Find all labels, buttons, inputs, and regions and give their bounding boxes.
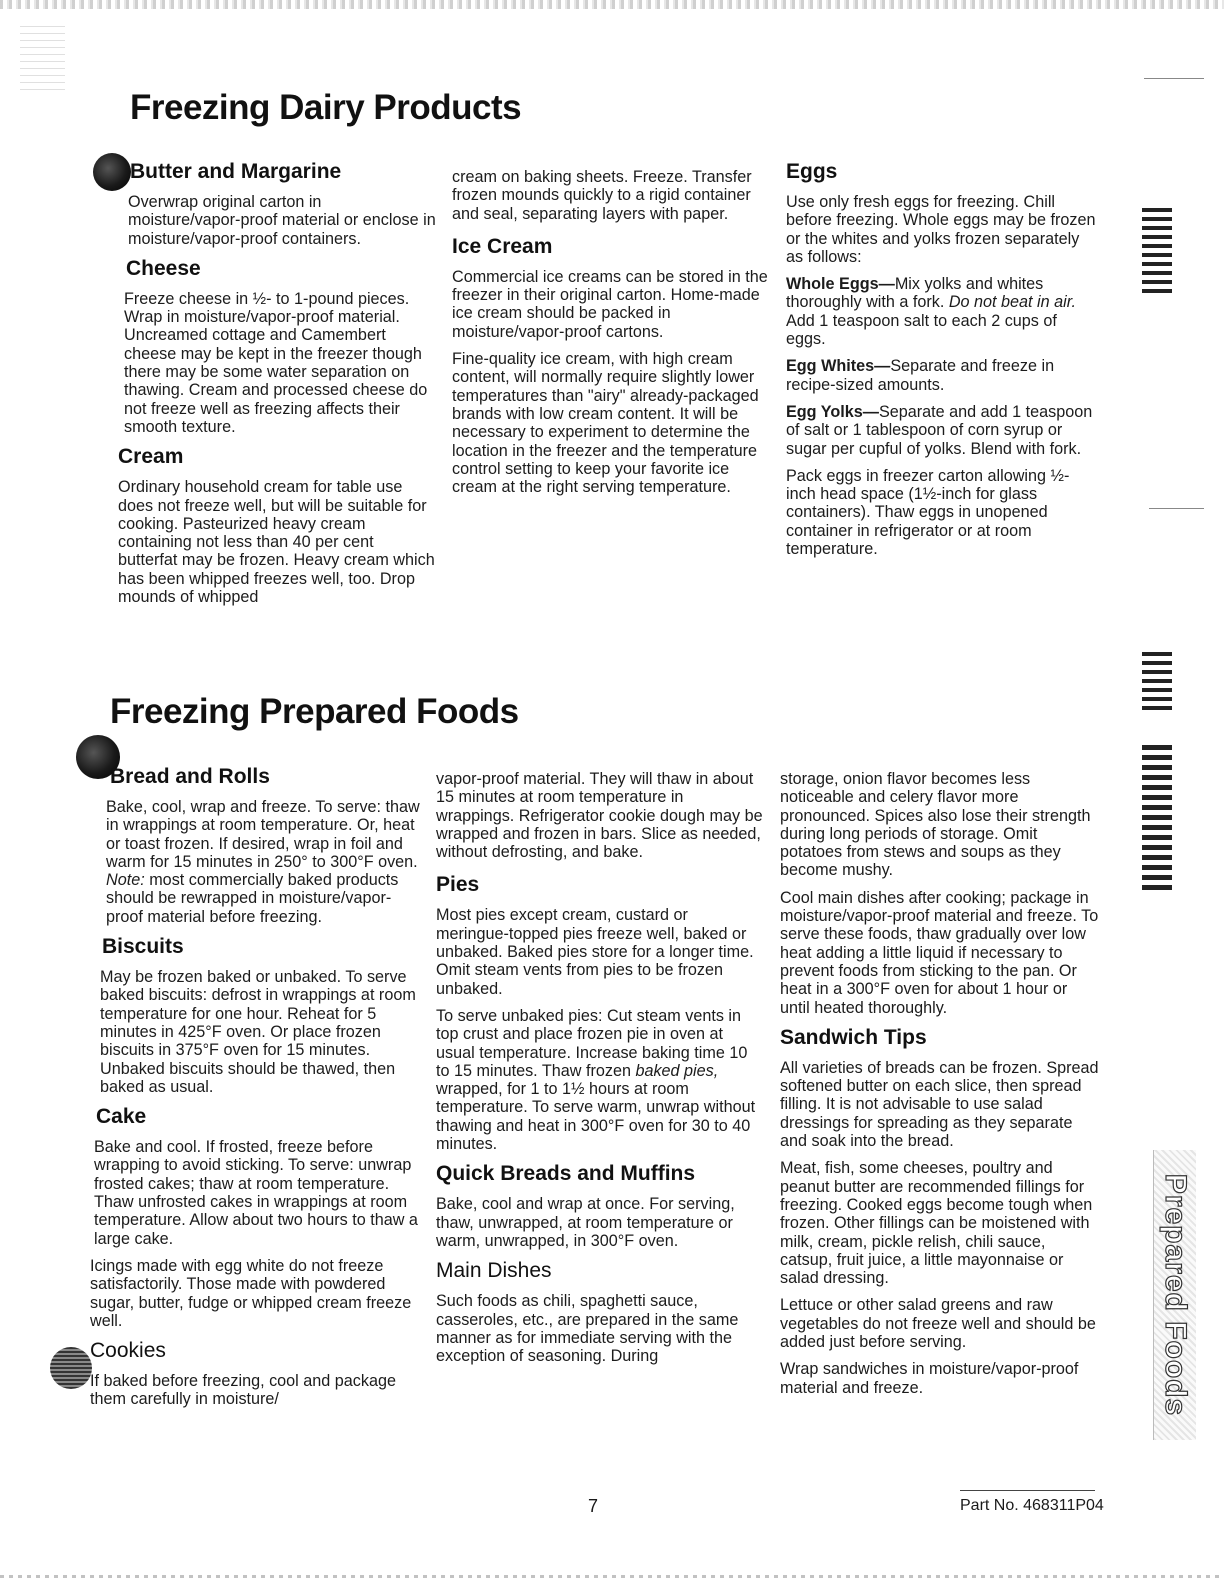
text-egg-yolks — [786, 403, 1098, 458]
label-egg-whites: Egg Whites— — [786, 357, 891, 376]
text-sandwich-4: Wrap sandwiches in moisture/vapor-proof material and freeze. — [780, 1360, 1079, 1397]
edge-tab — [1153, 1150, 1196, 1440]
bread-text: Bake, cool, wrap and freeze. To serve: thaw in wrappings at room temperature. Or, heat or toast frozen. If desired, wrap in foil and warm for 15 minutes in 250° to 300°F oven. — [106, 798, 420, 871]
text-cookies: If baked before freezing, cool and package them carefully in moisture/ — [90, 1372, 396, 1409]
text-main-dishes: Such foods as chili, spaghetti sauce, casseroles, etc., are prepared in the same manner as for immediate serving with the exception of seasoning. During — [436, 1292, 739, 1366]
text-sandwich-2: Meat, fish, some cheeses, poultry and peanut butter are recommended fillings for freezing. Cooked eggs become tough when frozen. Other fillings can be moistened with milk, cream, pickle relish, chili sauce, catsup, fruit juice, a little mayonnaise or salad dressing. — [780, 1159, 1093, 1288]
punch-hole — [50, 1347, 92, 1389]
heading-quick-breads: Quick Breads and Muffins — [436, 1162, 696, 1186]
scan-artifact-bottom — [0, 1575, 1224, 1578]
edge-index-marks — [1142, 650, 1172, 710]
heading-pies: Pies — [436, 873, 480, 897]
edge-index-strip — [1134, 0, 1224, 1584]
text-ice-cream-2: Fine-quality ice cream, with high cream content, will normally require slightly lower temperatures than "airy" already-packaged brands with low cream content. It will be necessary to experiment to determine the location in the freezer and the temperature control setting to keep your favorite ice cream at the right serving temperature. — [452, 350, 759, 497]
edge-index-marks — [1142, 205, 1172, 293]
text-sandwich-3: Lettuce or other salad greens and raw vegetables do not freeze well and should be added just before serving. — [780, 1296, 1096, 1352]
heading-biscuits: Biscuits — [102, 935, 184, 959]
dairy-column-3 — [786, 160, 1098, 567]
text-eggs-pack: Pack eggs in freezer carton allowing ½-inch head space (1½-inch for glass containers). Thaw eggs in unopened container in refrigerator or at room temperature. — [786, 466, 1070, 559]
bread-note-text: most commercially baked products should be rewrapped in moisture/vapor-proof material before freezing. — [106, 871, 399, 926]
text-cake-1: Bake and cool. If frosted, freeze before wrapping to avoid sticking. To serve: unwrap frosted cakes; thaw at room temperature. Thaw unfrosted cakes in wrappings at room temperature. Allow about two hours to thaw a large cake. — [94, 1138, 418, 1248]
text-pies-1: Most pies except cream, custard or meringue-topped pies freeze well, baked or unbaked. Baked pies store for a longer time. Omit steam vents from pies to be frozen unbaked. — [436, 906, 754, 998]
text-butter: Overwrap original carton in moisture/vapor-proof material or enclose in moisture/vapor-proof containers. — [128, 193, 436, 248]
pies-2-italic: baked pies, — [635, 1061, 719, 1080]
section-title-prepared: Freezing Prepared Foods — [110, 692, 519, 731]
label-whole-eggs: Whole Eggs— — [786, 275, 895, 294]
edge-dash — [1144, 78, 1204, 79]
heading-cream: Cream — [118, 445, 184, 469]
whole-eggs-italic: Do not beat in air. — [948, 293, 1077, 312]
heading-ice-cream: Ice Cream — [452, 234, 553, 258]
scan-artifact-top — [0, 0, 1224, 9]
text-egg-whites — [786, 357, 1098, 394]
heading-butter: Butter and Margarine — [130, 160, 342, 183]
text-ice-cream-1: Commercial ice creams can be stored in the freezer in their original carton. Home-made ice cream should be packed in moisture/vapor-proof cartons. — [452, 267, 768, 341]
edge-dash — [1149, 508, 1204, 509]
egg-whites-text: Separate and freeze in recipe-sized amounts. — [786, 357, 1055, 394]
text-biscuits: May be frozen baked or unbaked. To serve baked biscuits: defrost in wrappings at room temperature for one hour. Reheat for 5 minutes in 425°F oven. Or place frozen biscuits in 375°F oven for 15 minutes. Unbaked biscuits should be thawed, then baked as usual. — [100, 968, 416, 1096]
egg-yolks-text: Separate and add 1 teaspoon of salt or 1 tablespoon of corn syrup or sugar per cupful of yolks. Blend with fork. — [786, 402, 1093, 458]
part-number: Part No. 468311P04 — [960, 1497, 1104, 1514]
text-sandwich-1: All varieties of breads can be frozen. Spread softened butter on each slice, then spread filling. It is not advisable to use salad dressings for spreading as they separate and soak into the bread. — [780, 1058, 1099, 1151]
text-main-dishes-2: Cool main dishes after cooking; package in moisture/vapor-proof material and freeze. To serve these foods, thaw gradually over low heat adding a little liquid if necessary to prevent foods from sticking to the pan. Or heat in a 300°F oven for about 1 hour or until heated thoroughly. — [780, 888, 1099, 1017]
section-title-dairy: Freezing Dairy Products — [130, 88, 522, 127]
dairy-column-1 — [118, 160, 436, 615]
whole-eggs-end: Add 1 teaspoon salt to each 2 cups of eggs. — [786, 311, 1057, 349]
pies-2-end: wrapped, for 1 to 1½ hours at room temperature. To serve warm, unwrap without thawing and heat in 300°F oven for 30 to 40 minutes. — [436, 1080, 756, 1154]
text-cheese: Freeze cheese in ½- to 1-pound pieces. Wrap in moisture/vapor-proof material. Uncreamed cottage and Camembert cheese may be kept in the freezer though there may be some water separation on thawing. Cream and processed cheese do not freeze well as freezing affects their smooth texture. — [124, 289, 428, 436]
heading-cake: Cake — [96, 1105, 147, 1129]
bread-note-label: Note: — [106, 871, 145, 890]
text-cake-2: Icings made with egg white do not freeze satisfactorily. Those made with powdered sugar, butter, fudge or whipped cream freeze well. — [90, 1256, 412, 1330]
footer-rule — [960, 1490, 1095, 1491]
prepared-column-3 — [780, 770, 1100, 1406]
pies-2-start: To serve unbaked pies: Cut steam vents in top crust and place frozen pie in oven at usual temperature. Increase baking time 10 to 15 minutes. Thaw frozen — [436, 1006, 748, 1080]
scan-artifact-left — [20, 20, 65, 90]
text-eggs-intro: Use only fresh eggs for freezing. Chill before freezing. Whole eggs may be frozen or the whites and yolks frozen separately as follows: — [786, 193, 1096, 266]
prepared-column-1 — [90, 765, 425, 1418]
text-pies-2 — [436, 1007, 764, 1153]
heading-cheese: Cheese — [126, 256, 201, 280]
text-cookies-continued: vapor-proof material. They will thaw in about 15 minutes at room temperature in wrappings. Refrigerator cookie dough may be wrapped and frozen in bars. Slice as needed, without defrosting, and bake. — [436, 770, 763, 862]
text-cream: Ordinary household cream for table use does not freeze well, but will be suitable for cooking. Pasteurized heavy cream containing not less than 40 per cent butterfat may be frozen. Heavy cream which has been whipped freezes well, too. Drop mounds of whipped — [118, 478, 435, 607]
heading-cookies: Cookies — [90, 1339, 166, 1363]
whole-eggs-text: Mix yolks and whites thoroughly with a fork. — [786, 275, 1044, 312]
text-quick-breads: Bake, cool and wrap at once. For serving, thaw, unwrapped, at room temperature or warm, unwrapped, in 300°F oven. — [436, 1195, 735, 1250]
heading-main-dishes: Main Dishes — [436, 1259, 552, 1283]
label-egg-yolks: Egg Yolks— — [786, 402, 879, 421]
heading-sandwich: Sandwich Tips — [780, 1025, 927, 1049]
heading-eggs: Eggs — [786, 160, 838, 183]
edge-index-marks — [1142, 740, 1172, 890]
text-cream-continued: cream on baking sheets. Freeze. Transfer frozen mounds quickly to a rigid container and seal, separating layers with paper. — [452, 168, 752, 223]
text-main-dishes-continued: storage, onion flavor becomes less noticeable and celery flavor more pronounced. Spices also lose their strength during long periods of storage. Omit potatoes from stews and soups as they become mushy. — [780, 770, 1091, 880]
dairy-column-2 — [452, 168, 770, 505]
heading-bread: Bread and Rolls — [110, 765, 270, 788]
text-bread — [90, 798, 425, 926]
prepared-column-2 — [436, 770, 764, 1374]
edge-tab-label: Prepared Foods — [1159, 1173, 1192, 1417]
page-number: 7 — [588, 1496, 599, 1516]
text-whole-eggs — [786, 275, 1098, 348]
